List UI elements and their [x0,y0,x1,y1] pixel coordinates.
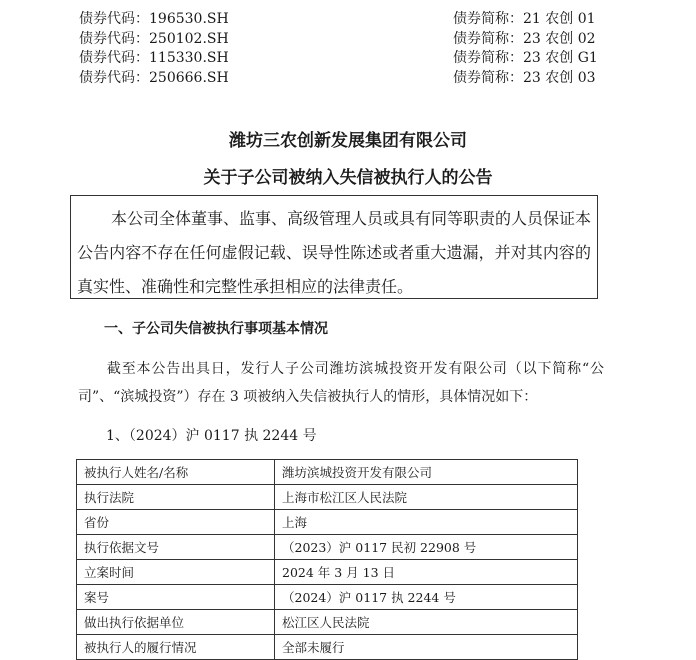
table-cell-value: 上海市松江区人民法院 [275,485,578,510]
bond-abbreviation: 债券简称：21 农创 01 [453,11,596,27]
table-row [77,585,578,610]
table-cell-label: 省份 [77,510,275,535]
table-row [77,610,578,635]
section-heading: 一、子公司失信被执行事项基本情况 [104,321,328,337]
case-info-table [76,459,578,660]
bond-code-row [79,49,599,69]
table-row [77,535,578,560]
table-cell-value: 松江区人民法院 [275,610,578,635]
table-cell-value: 潍坊滨城投资开发有限公司 [275,460,578,485]
intro-paragraph-text: 截至本公告出具日，发行人子公司潍坊滨城投资开发有限公司（以下简称“公司”、“滨城投资”）存在 3 项被纳入失信被执行人的情形，具体情况如下： [78,361,604,405]
bond-code-row [79,10,599,30]
company-name-title: 潍坊三农创新发展集团有限公司 [229,131,467,151]
table-cell-value: （2024）沪 0117 执 2244 号 [275,585,578,610]
table-cell-label: 执行依据文号 [77,535,275,560]
table-cell-label: 执行法院 [77,485,275,510]
table-cell-label: 做出执行依据单位 [77,610,275,635]
bond-code: 债券代码：115330.SH [79,50,229,66]
bond-codes-block [79,10,599,88]
table-cell-value: 上海 [275,510,578,535]
bond-code: 债券代码：250666.SH [79,69,229,86]
table-cell-label: 案号 [77,585,275,610]
responsibility-statement-text: 本公司全体董事、监事、高级管理人员或具有同等职责的人员保证本公告内容不存在任何虚假记载、误导性陈述或者重大遗漏，并对其内容的真实性、准确性和完整性承担相应的法律责任。 [77,209,592,296]
table-row [77,460,578,485]
table-row [77,510,578,535]
bond-abbreviation: 债券简称：23 农创 03 [453,69,596,86]
bond-code: 债券代码：250102.SH [79,30,229,47]
bond-abbreviation: 债券简称：23 农创 G1 [453,50,598,66]
announcement-title: 关于子公司被纳入失信被执行人的公告 [203,168,493,188]
bond-code: 债券代码：196530.SH [79,11,229,27]
table-cell-value: 全部未履行 [275,635,578,660]
table-cell-label: 被执行人的履行情况 [77,635,275,660]
bond-code-row [79,30,599,50]
table-cell-label: 立案时间 [77,560,275,585]
table-cell-value: （2023）沪 0117 民初 22908 号 [275,535,578,560]
bond-abbreviation: 债券简称：23 农创 02 [453,30,596,47]
responsibility-statement-box [70,195,598,299]
table-row [77,560,578,585]
table-cell-label: 被执行人姓名/名称 [77,460,275,485]
table-cell-value: 2024 年 3 月 13 日 [275,560,578,585]
bond-code-row [79,69,599,89]
table-row [77,635,578,660]
intro-paragraph [78,355,604,411]
table-row [77,485,578,510]
case-number-heading: 1、（2024）沪 0117 执 2244 号 [106,428,317,444]
